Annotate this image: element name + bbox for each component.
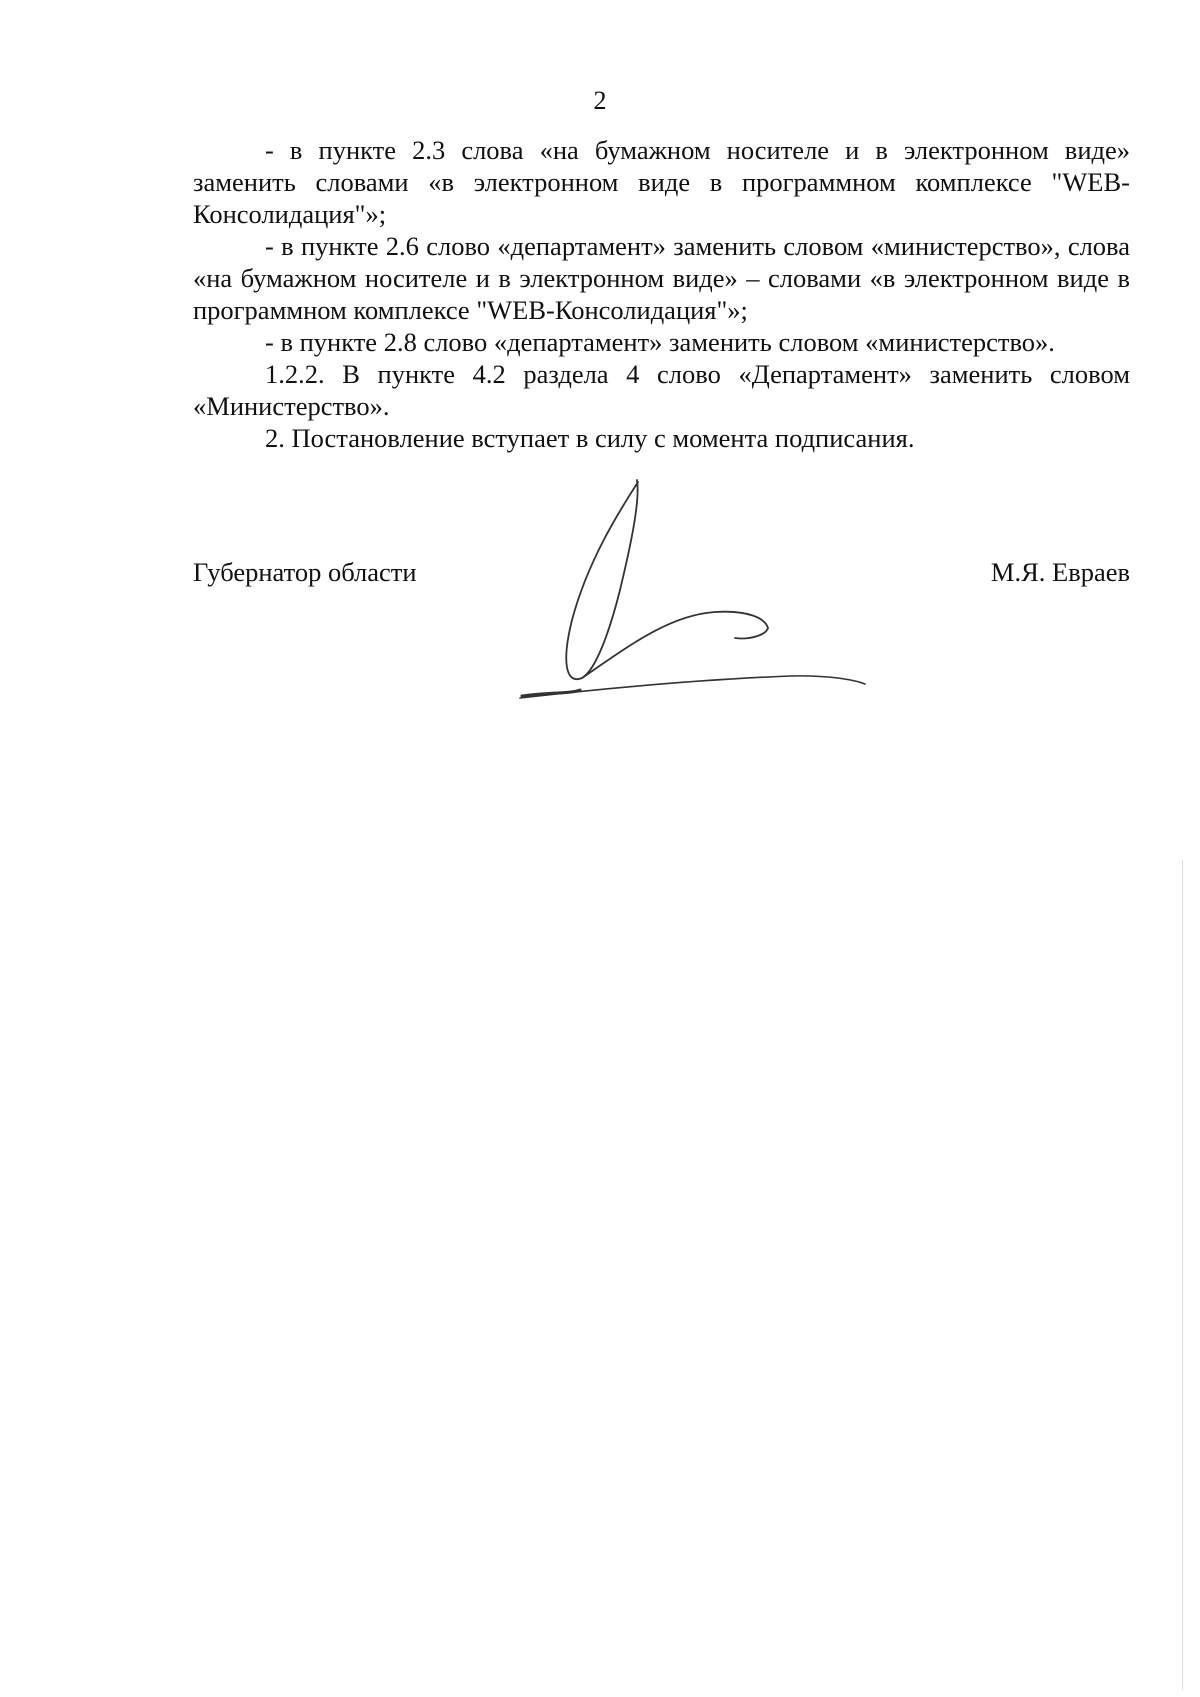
handwritten-signature <box>510 470 930 710</box>
paragraph-item-2-6: - в пункте 2.6 слово «департамент» заменить словом «министерство», слова «на бумажном носителе и в электронном виде» – словами «в электронном виде в программном комплексе "WEB-Консолидация"»; <box>193 231 1130 325</box>
paragraph-item-2-3: - в пункте 2.3 слова «на бумажном носителе и в электронном виде» заменить словами «в электронном виде в программном комплексе "WEB-Консолидация"»; <box>193 135 1130 229</box>
page-number: 2 <box>593 86 607 115</box>
signer-name: М.Я. Евраев <box>990 557 1130 587</box>
document-body <box>193 134 1130 454</box>
scan-edge-line <box>1182 860 1183 1690</box>
signer-position: Губернатор области <box>193 557 417 587</box>
paragraph-effective-date: 2. Постановление вступает в силу с момента подписания. <box>265 423 915 453</box>
paragraph-item-2-8: - в пункте 2.8 слово «департамент» заменить словом «министерство». <box>265 327 1055 357</box>
paragraph-1-2-2: 1.2.2. В пункте 4.2 раздела 4 слово «Департамент» заменить словом «Министерство». <box>193 359 1130 421</box>
